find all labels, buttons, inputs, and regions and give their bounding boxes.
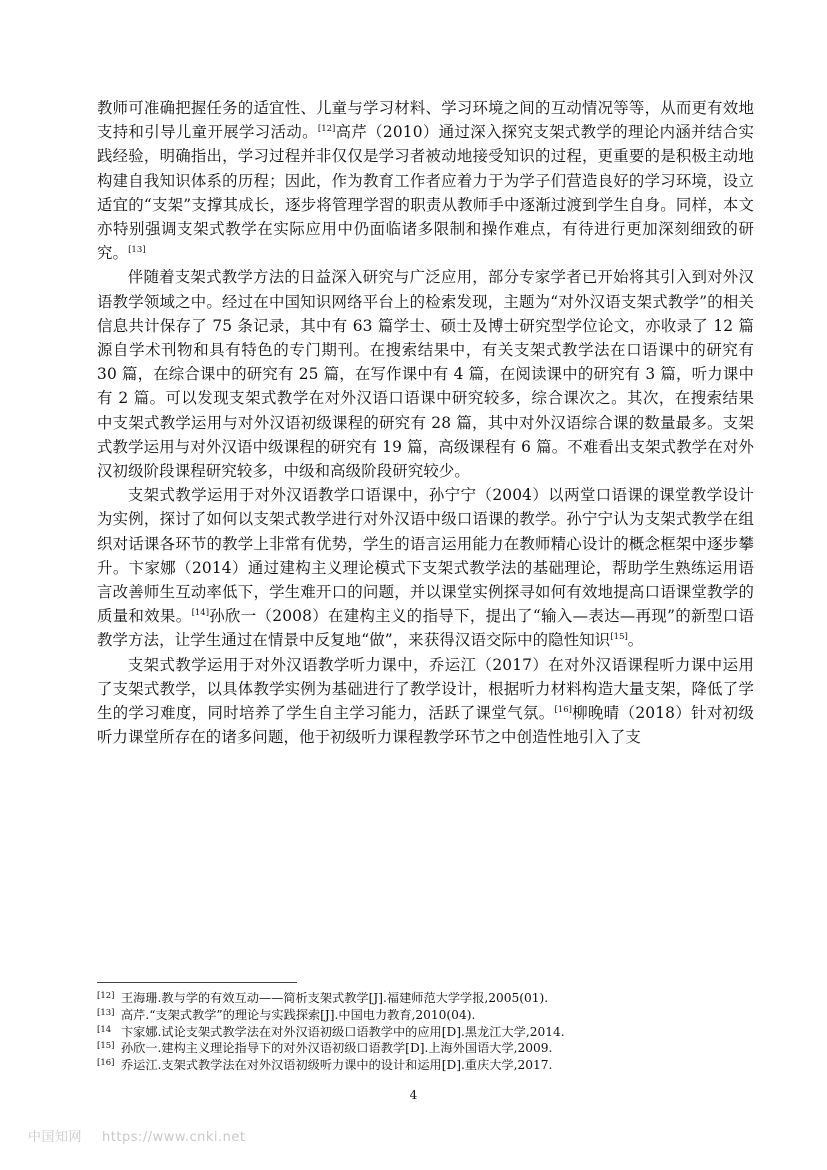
footnote-text: 孙欣一.建构主义理论指导下的对外汉语初级口语教学[D].上海外国语大学,2009. <box>121 1041 553 1056</box>
page-body <box>97 96 754 749</box>
footnote-text: 卞家娜.试论支架式教学法在对外汉语初级口语教学中的应用[D].黑龙江大学,2014. <box>121 1024 565 1039</box>
paragraph-2 <box>97 265 754 483</box>
footnote-16 <box>97 1057 754 1074</box>
footnote-14 <box>97 1024 754 1041</box>
citation-15[interactable]: [15] <box>610 632 628 643</box>
paragraph-3 <box>97 483 754 652</box>
footnote-number: [14 <box>97 1024 112 1035</box>
page-number: 4 <box>409 1088 418 1102</box>
citation-13[interactable]: [13] <box>128 245 146 256</box>
paragraph-4-text-b: 柳晚晴（2018）针对初级听力课堂所存在的诸多问题，他于初级听力课程教学环节之中创造性地引入了支 <box>97 704 754 747</box>
citation-14[interactable]: [14] <box>191 608 210 619</box>
citation-12[interactable]: [12] <box>317 124 336 135</box>
watermark-url: https://www.cnki.net <box>102 1130 246 1145</box>
watermark-brand: 中国知网 <box>28 1130 83 1145</box>
cnki-watermark <box>28 1126 245 1145</box>
footnote-13 <box>97 1007 754 1024</box>
paragraph-1-text-a: 教师可准确把握任务的适宜性、儿童与学习材料、学习环境之间的互动情况等等，从而更有效地支持和引导儿童开展学习活动。 <box>97 99 754 142</box>
footnote-number: [13] <box>97 1007 115 1018</box>
footnote-12 <box>97 990 754 1007</box>
paragraph-3-text-c: 。 <box>627 631 644 650</box>
citation-16[interactable]: [16] <box>554 704 572 715</box>
footnote-divider <box>97 982 297 983</box>
paragraph-1 <box>97 96 754 265</box>
paragraph-3-text-b: 孙欣一（2008）在建构主义的指导下，提出了“输入—表达—再现”的新型口语教学方法，让学生通过在情景中反复地“做”，来获得汉语交际中的隐性知识 <box>97 607 754 650</box>
footnote-number: [16] <box>97 1058 115 1069</box>
footnote-number: [12] <box>97 991 115 1001</box>
paragraph-4-text-a: 支架式教学运用于对外汉语教学听力课中，乔运江（2017）在对外汉语课程听力课中运用了支架式教学，以具体教学实例为基础进行了教学设计，根据听力材料构造大量支架，降低了学生的学习难度，同时培养了学生自主学习能力，活跃了课堂气氛。 <box>97 655 754 723</box>
footnote-text: 王海珊.教与学的有效互动——简析支架式教学[J].福建师范大学学报,2005(01). <box>121 991 549 1005</box>
footnotes <box>97 990 754 1074</box>
paragraph-3-text-a: 支架式教学运用于对外汉语教学口语课中，孙宁宁（2004）以两堂口语课的课堂教学设计为实例，探讨了如何以支架式教学进行对外汉语中级口语课的教学。孙宁宁认为支架式教学在组织对话课各环节的教学上非常有优势，学生的语言运用能力在教师精心设计的概念框架中逐步攀升。卞家娜（2014）通过建构主义理论模式下支架式教学法的基础理论，帮助学生熟练运用语言改善师生互动率低下，学生难开口的问题，并以课堂实例探寻如何有效地提高口语课堂教学的质量和效果。 <box>97 486 754 626</box>
footnote-text: 乔运江.支架式教学法在对外汉语初级听力课中的设计和运用[D].重庆大学,2017. <box>121 1058 553 1073</box>
paragraph-4 <box>97 653 754 750</box>
paragraph-2-text: 伴随着支架式教学方法的日益深入研究与广泛应用，部分专家学者已开始将其引入到对外汉语教学领域之中。经过在中国知识网络平台上的检索发现，主题为“对外汉语支架式教学”的相关信息共计保存了 75 条记录，其中有 63 篇学士、硕士及博士研究型学位论文，亦收录了 12 篇源自学术刊物和具有特色的专门期刊。在搜索结果中，有关支架式教学法在口语课中的研究有 30 篇，在综合课中的研究有 25 篇，在写作课中有 4 篇，在阅读课中的研究有 3 篇，听力课中有 2 篇。可以发现支架式教学在对外汉语口语课中研究较多，综合课次之。其次，在搜索结果中支架式教学运用与对外汉语初级课程的研究有 28 篇，其中对外汉语综合课的数量最多。支架式教学运用与对外汉语中级课程的研究有 19 篇，高级课程有 6 篇。不难看出支架式教学在对外汉初级阶段课程研究较多，中级和高级阶段研究较少。 <box>97 268 754 481</box>
footnote-15 <box>97 1040 754 1057</box>
footnote-number: [15] <box>97 1041 115 1052</box>
paragraph-1-text-b: 高芹（2010）通过深入探究支架式教学的理论内涵并结合实践经验，明确指出，学习过程并非仅仅是学习者被动地接受知识的过程，更重要的是积极主动地构建自我知识体系的历程；因此，作为教育工作者应着力于为学子们营造良好的学习环境，设立适宜的“支架”支撑其成长，逐步将管理学習的职责从教师手中逐渐过渡到学生自身。同样，本文亦特别强调支架式教学在实际应用中仍面临诸多限制和操作难点，有待进行更加深刻细致的研究。 <box>97 123 754 263</box>
footnote-text: 高芹.“支架式教学”的理论与实践探索[J].中国电力教育,2010(04). <box>121 1007 476 1022</box>
